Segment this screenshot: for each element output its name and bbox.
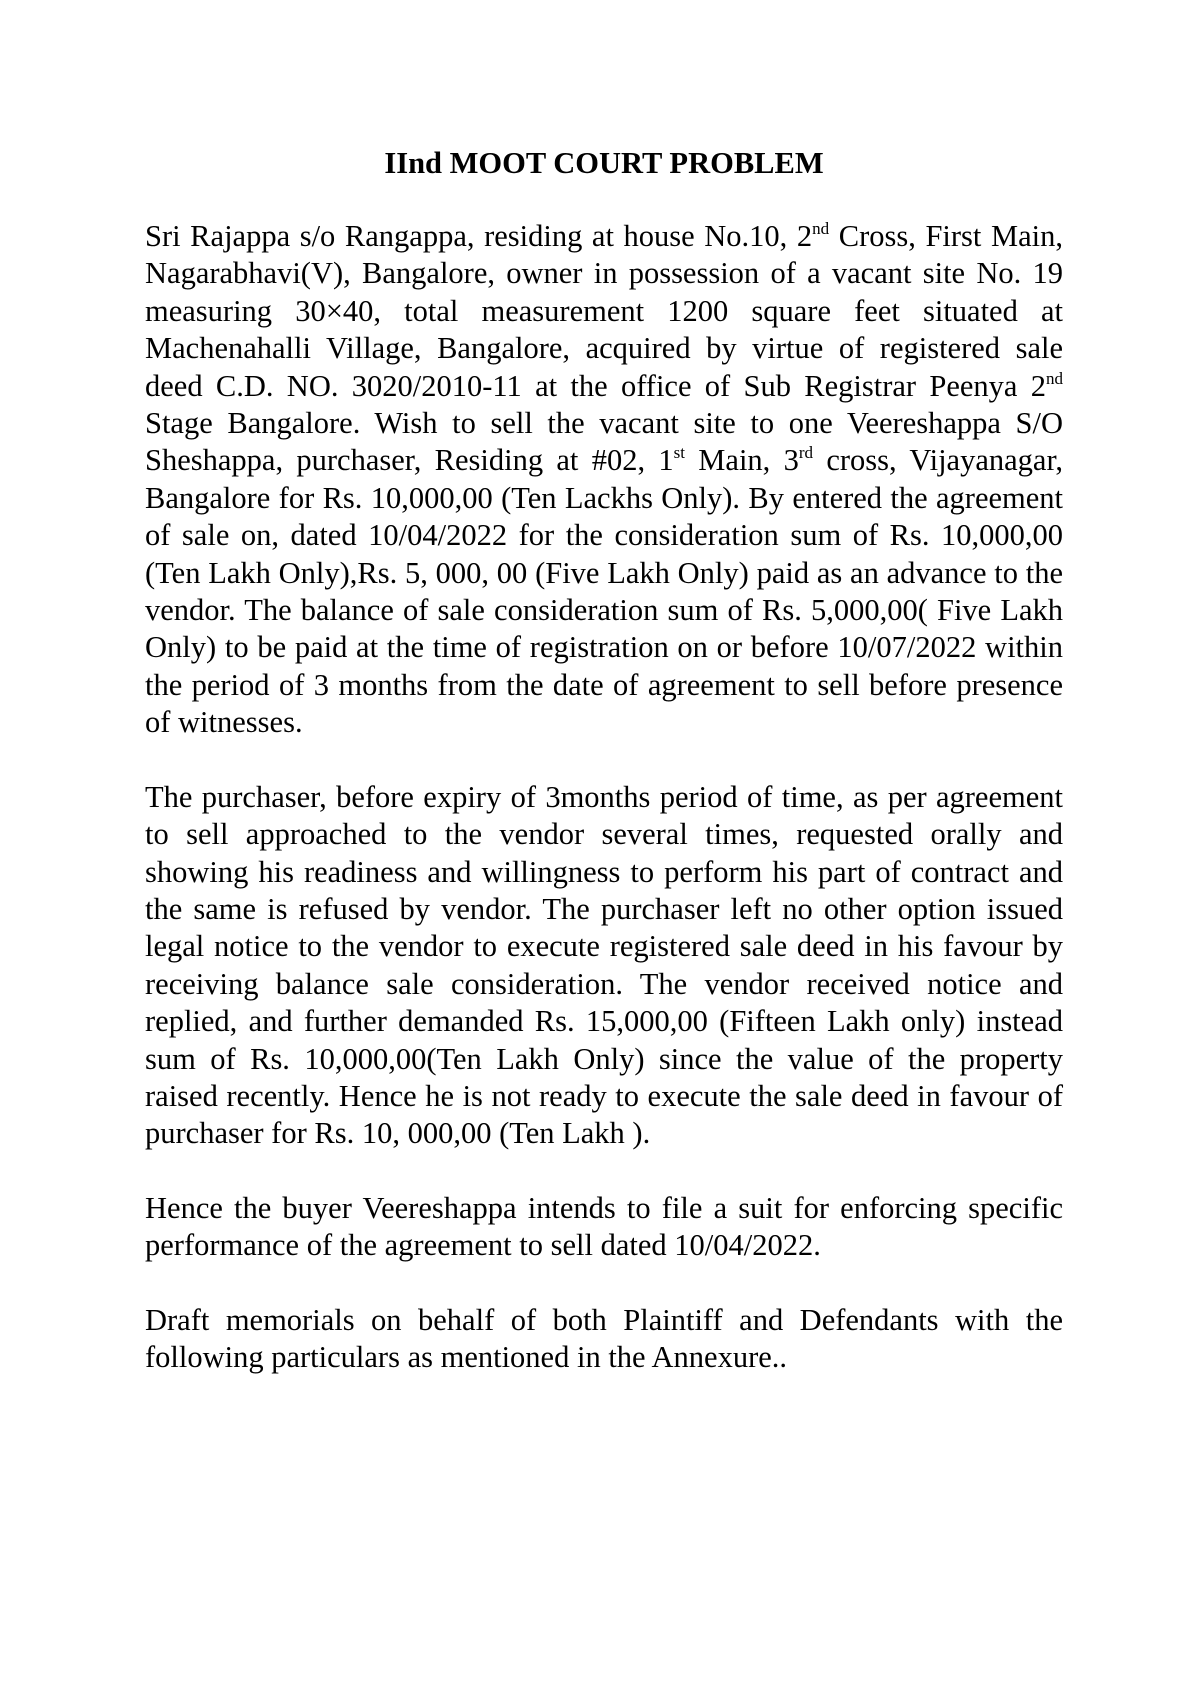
paragraph-text-segment: cross, Vijayanagar, Bangalore for Rs. 10,000,00 (Ten Lackhs Only). By entered the agreement of sale on, dated 10/04/2022 for the consideration sum of Rs. 10,000,00 (Ten Lakh Only),Rs. 5, 000, 00 (Five Lakh Only) paid as an advance to the vendor. The balance of sale consideration sum of Rs. 5,000,00( Five Lakh Only) to be paid at the time of registration on or before 10/07/2022 within the period of 3 months from the date of agreement to sell before presence of witnesses.: [145, 443, 1064, 740]
superscript: nd: [812, 219, 830, 238]
superscript: rd: [798, 443, 814, 463]
page-title: IInd MOOT COURT PROBLEM: [384, 146, 824, 180]
document-body: [145, 145, 1063, 1376]
superscript: nd: [1046, 368, 1063, 388]
paragraph-dispute: The purchaser, before expiry of 3months period of time, as per agreement to sell approached to the vendor several times, requested orally and showing his readiness and willingness to perform his part of contract and the same is refused by vendor. The purchaser left no other option issued legal notice to the vendor to execute registered sale deed in his favour by receiving balance sale consideration. The vendor received notice and replied, and further demanded Rs. 15,000,00 (Fifteen Lakh only) instead sum of Rs. 10,000,00(Ten Lakh Only) since the value of the property raised recently. Hence he is not ready to execute the sale deed in favour of purchaser for Rs. 10, 000,00 (Ten Lakh ).: [145, 779, 1063, 1151]
paragraph-facts: [145, 218, 1063, 742]
paragraph-text-segment: Stage Bangalore. Wish to sell the vacant site to one Veereshappa S/O Sheshappa, purchaser, Residing at #02, 1: [145, 406, 1063, 478]
paragraph-suit: Hence the buyer Veereshappa intends to file a suit for enforcing specific performance of the agreement to sell dated 10/04/2022.: [145, 1190, 1063, 1263]
superscript: st: [673, 443, 685, 463]
paragraph-instructions: Draft memorials on behalf of both Plaintiff and Defendants with the following particulars as mentioned in the Annexure..: [145, 1302, 1063, 1374]
paragraph-text-segment: Cross, First Main, Nagarabhavi(V), Bangalore, owner in possession of a vacant site No. 19 measuring 30×40, total measurement 1200 square feet situated at Machenahalli Village, Bangalore, acquired by virtue of registered sale deed C.D. NO. 3020/2010-11 at the office of Sub Registrar Peenya 2: [145, 219, 1063, 403]
paragraph-text-segment: Main, 3: [684, 443, 799, 478]
paragraph-text-segment: Sri Rajappa s/o Rangappa, residing at house No.10, 2: [145, 219, 813, 253]
